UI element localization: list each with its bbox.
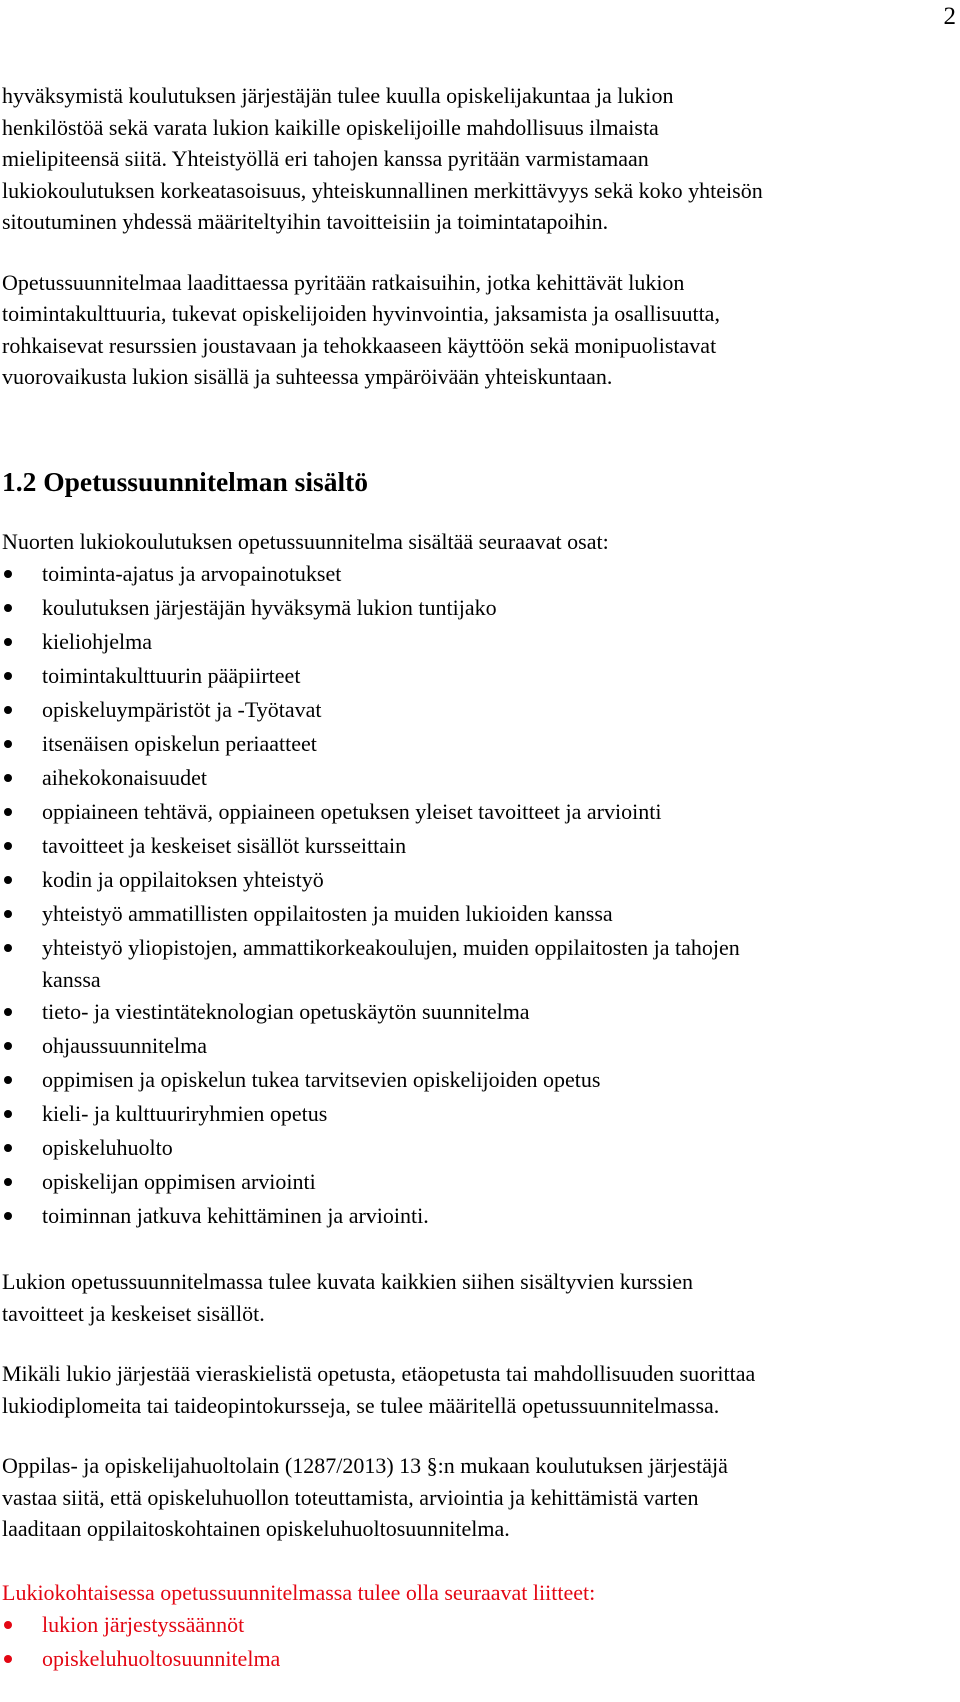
list-item: ohjaussuunnitelma	[2, 1029, 952, 1063]
bullet-icon	[4, 604, 12, 612]
list-item: yhteistyö yliopistojen, ammattikorkeakoulujen, muiden oppilaitosten ja tahojen kanssa	[2, 931, 952, 995]
text-line: henkilöstöä sekä varata lukion kaikille opiskelijoille mahdollisuus ilmaista	[2, 114, 659, 140]
list-item: oppiaineen tehtävä, oppiaineen opetuksen yleiset tavoitteet ja arviointi	[2, 795, 952, 829]
section-heading: 1.2 Opetussuunnitelman sisältö	[2, 465, 368, 497]
text-line: vastaa siitä, että opiskeluhuollon toteuttamista, arviointia ja kehittämistä varten	[2, 1484, 699, 1510]
bullet-icon	[4, 1655, 12, 1663]
text-line: Opetussuunnitelmaa laadittaessa pyritään ratkaisuihin, jotka kehittävät lukion	[2, 269, 685, 295]
list-item: itsenäisen opiskelun periaatteet	[2, 727, 952, 761]
list-item: koulutuksen järjestäjän hyväksymä lukion tuntijako	[2, 591, 952, 625]
appendix-list	[2, 1608, 952, 1676]
list-item: aihekokonaisuudet	[2, 761, 952, 795]
bullet-icon	[4, 706, 12, 714]
bullet-icon	[4, 570, 12, 578]
text-line: lukiodiplomeita tai taideopintokursseja, se tulee määritellä opetussuunnitelmassa.	[2, 1392, 720, 1418]
bullet-icon	[4, 944, 12, 952]
text-line: Lukion opetussuunnitelmassa tulee kuvata kaikkien siihen sisältyvien kurssien	[2, 1269, 694, 1294]
list-item: opiskeluympäristöt ja -Työtavat	[2, 693, 952, 727]
document-body	[2, 80, 952, 1676]
bullet-icon	[4, 638, 12, 646]
paragraph-curriculum-goals	[2, 267, 952, 393]
paragraph-foreign-language	[2, 1358, 952, 1421]
list-item: opiskelijan oppimisen arviointi	[2, 1165, 952, 1199]
bullet-icon	[4, 1076, 12, 1084]
bullet-icon	[4, 876, 12, 884]
list-item: oppimisen ja opiskelun tukea tarvitsevien opiskelijoiden opetus	[2, 1063, 952, 1097]
bullet-icon	[4, 774, 12, 782]
bullet-icon	[4, 1212, 12, 1220]
text-line: tavoitteet ja keskeiset sisällöt.	[2, 1300, 265, 1326]
list-item: toiminnan jatkuva kehittäminen ja arviointi.	[2, 1199, 952, 1233]
text-line: sitoutuminen yhdessä määriteltyihin tavoitteisiin ja toimintatapoihin.	[2, 209, 609, 234]
section-intro: Nuorten lukiokoulutuksen opetussuunnitelma sisältää seuraavat osat:	[2, 528, 609, 554]
bullet-icon	[4, 910, 12, 918]
paragraph-student-welfare	[2, 1450, 952, 1545]
text-line: Mikäli lukio järjestää vieraskielistä opetusta, etäopetusta tai mahdollisuuden suorittaa	[2, 1361, 756, 1386]
list-item: opiskeluhuolto	[2, 1131, 952, 1165]
list-item: tieto- ja viestintäteknologian opetuskäytön suunnitelma	[2, 995, 952, 1029]
bullet-icon	[4, 1178, 12, 1186]
bullet-icon	[4, 1144, 12, 1152]
text-line: rohkaisevat resurssien joustavaan ja tehokkaaseen käyttöön sekä monipuolistavat	[2, 332, 717, 358]
text-line: mielipiteensä siitä. Yhteistyöllä eri tahojen kanssa pyritään varmistamaan	[2, 146, 649, 171]
list-item: toiminta-ajatus ja arvopainotukset	[2, 557, 952, 591]
text-line: toimintakulttuuria, tukevat opiskelijoiden hyvinvointia, jaksamista ja osallisuutta,	[2, 301, 720, 326]
list-item: kieli- ja kulttuuriryhmien opetus	[2, 1097, 952, 1131]
list-item: kieliohjelma	[2, 625, 952, 659]
list-item: tavoitteet ja keskeiset sisällöt kursseittain	[2, 829, 952, 863]
list-item: yhteistyö ammatillisten oppilaitosten ja muiden lukioiden kanssa	[2, 897, 952, 931]
contents-list	[2, 557, 952, 1233]
paragraph-cooperation	[2, 80, 952, 238]
text-line: Oppilas- ja opiskelijahuoltolain (1287/2013) 13 §:n mukaan koulutuksen järjestäjä	[2, 1453, 728, 1478]
bullet-icon	[4, 1621, 12, 1629]
list-item: lukion järjestyssäännöt	[2, 1608, 952, 1642]
text-line: lukiokoulutuksen korkeatasoisuus, yhteiskunnallinen merkittävyys sekä koko yhteisön	[2, 177, 763, 203]
list-item: kodin ja oppilaitoksen yhteistyö	[2, 863, 952, 897]
bullet-icon	[4, 808, 12, 816]
bullet-icon	[4, 1008, 12, 1016]
bullet-icon	[4, 740, 12, 748]
bullet-icon	[4, 842, 12, 850]
bullet-icon	[4, 1110, 12, 1118]
list-item: opiskeluhuoltosuunnitelma	[2, 1642, 952, 1676]
text-line: laaditaan oppilaitoskohtainen opiskeluhuoltosuunnitelma.	[2, 1516, 510, 1541]
paragraph-course-goals	[2, 1266, 952, 1329]
page-number: 2	[943, 3, 956, 30]
appendix-heading: Lukiokohtaisessa opetussuunnitelmassa tulee olla seuraavat liitteet:	[2, 1579, 596, 1605]
list-item: toimintakulttuurin pääpiirteet	[2, 659, 952, 693]
text-line: vuorovaikusta lukion sisällä ja suhteessa ympäröivään yhteiskuntaan.	[2, 364, 613, 389]
bullet-icon	[4, 672, 12, 680]
text-line: hyväksymistä koulutuksen järjestäjän tulee kuulla opiskelijakuntaa ja lukion	[2, 83, 674, 108]
bullet-icon	[4, 1042, 12, 1050]
